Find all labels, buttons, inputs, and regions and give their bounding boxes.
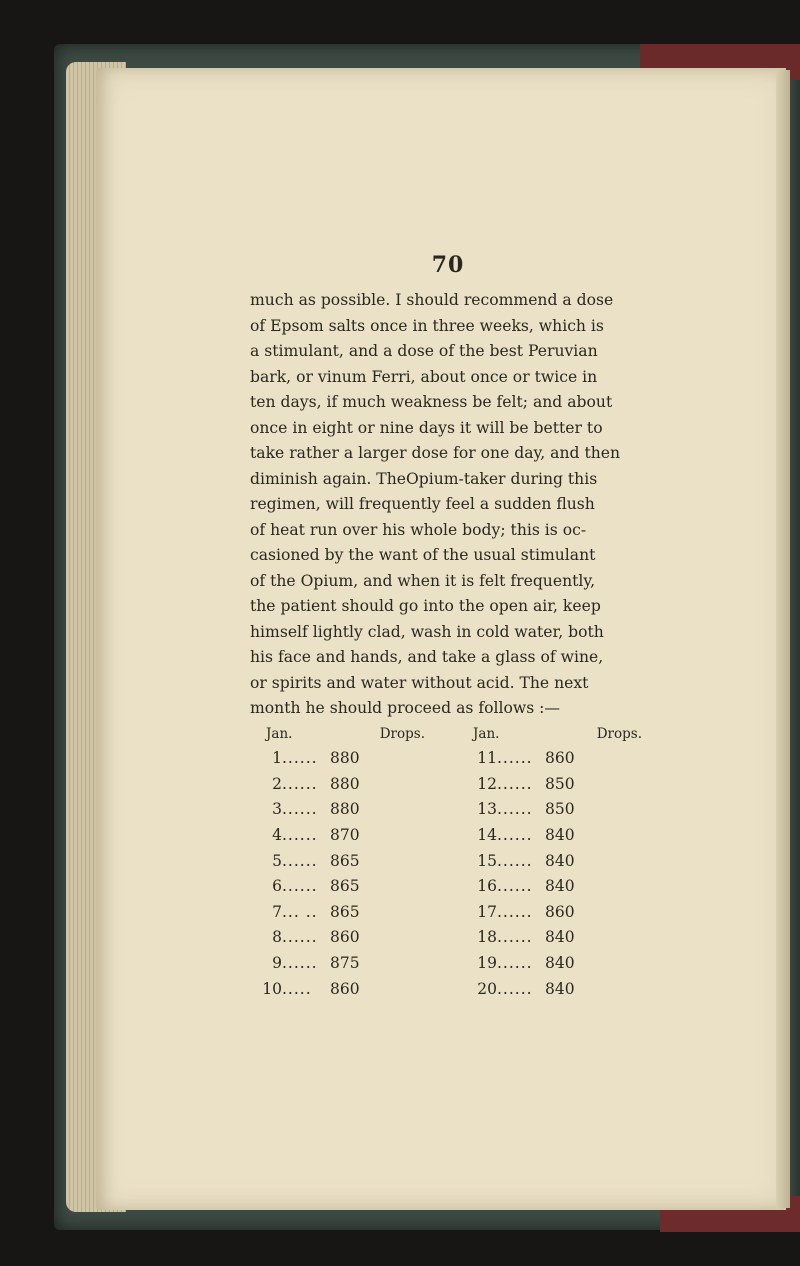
text-line: ten days, if much weakness be felt; and about	[250, 393, 613, 411]
day-cell: 16	[477, 877, 497, 896]
table-row	[471, 950, 642, 976]
table-row	[256, 976, 425, 1002]
drops-cell: 875	[330, 954, 360, 973]
day-cell: 18	[477, 928, 497, 947]
leader-dots: ......	[497, 851, 533, 870]
leader-dots: ......	[282, 851, 318, 870]
leader-dots: ......	[282, 928, 318, 947]
drops-cell: 865	[330, 851, 360, 870]
leader-dots: ......	[497, 749, 533, 768]
drops-cell: 840	[545, 851, 575, 870]
day-cell: 2	[272, 774, 282, 793]
day-cell: 9	[272, 954, 282, 973]
text-line: month he should proceed as follows :—	[250, 699, 561, 717]
body-paragraph	[250, 288, 646, 722]
day-cell: 17	[477, 902, 497, 921]
drops-cell: 860	[330, 928, 360, 947]
leader-dots: ......	[497, 877, 533, 896]
page-number: 70	[431, 252, 465, 278]
table-row	[471, 873, 642, 899]
day-cell: 11	[477, 749, 497, 768]
table-row	[256, 925, 425, 951]
column-header	[256, 726, 425, 742]
leader-dots: .....	[282, 979, 312, 998]
day-cell: 7	[272, 902, 282, 921]
table-row	[256, 848, 425, 874]
table-row	[256, 950, 425, 976]
text-line: take rather a larger dose for one day, and then	[250, 444, 621, 462]
table-row	[471, 771, 642, 797]
table-row	[471, 925, 642, 951]
day-cell: 14	[477, 826, 497, 845]
text-line: his face and hands, and take a glass of wine,	[250, 648, 604, 666]
leader-dots: ......	[282, 826, 318, 845]
drops-cell: 860	[545, 749, 575, 768]
text-line: of the Opium, and when it is felt frequently,	[250, 571, 596, 590]
table-row	[471, 899, 642, 925]
table-row	[256, 873, 425, 899]
drops-cell: 880	[330, 800, 360, 819]
day-cell: 5	[272, 851, 282, 870]
header-drops: Drops.	[596, 725, 642, 742]
text-line: of Epsom salts once in three weeks, which is	[250, 316, 604, 335]
day-cell: 6	[272, 877, 282, 896]
day-cell: 8	[272, 928, 282, 947]
leader-dots: ......	[282, 877, 318, 896]
drops-cell: 865	[330, 877, 360, 896]
drops-cell: 865	[330, 902, 360, 921]
text-line: a stimulant, and a dose of the best Peruvian	[250, 342, 598, 360]
text-line: of heat run over his whole body; this is oc-	[250, 520, 587, 539]
drops-cell: 850	[545, 774, 575, 793]
leader-dots: ......	[282, 749, 318, 768]
text-line: or spirits and water without acid. The next	[250, 673, 589, 692]
table-row	[256, 746, 425, 772]
text-line: much as possible. I should recommend a dose	[250, 291, 614, 309]
table-row	[471, 976, 642, 1002]
drops-cell: 880	[330, 774, 360, 793]
day-cell: 4	[272, 826, 282, 845]
drops-cell: 880	[330, 749, 360, 768]
text-line: regimen, will frequently feel a sudden flush	[250, 495, 595, 513]
drops-cell: 840	[545, 877, 575, 896]
leader-dots: ......	[282, 954, 318, 973]
leader-dots: ... ..	[282, 902, 318, 921]
table-row	[256, 771, 425, 797]
drops-cell: 870	[330, 826, 360, 845]
text-line: the patient should go into the open air, keep	[250, 597, 601, 615]
text-line: casioned by the want of the usual stimulant	[250, 546, 596, 564]
table-row	[471, 822, 642, 848]
table-row	[256, 899, 425, 925]
dosage-column-right	[471, 726, 646, 1002]
day-cell: 12	[477, 774, 497, 793]
leader-dots: ......	[497, 928, 533, 947]
day-cell: 10	[262, 979, 282, 998]
table-row	[256, 822, 425, 848]
day-cell: 15	[477, 851, 497, 870]
column-header	[471, 726, 642, 742]
table-row	[256, 797, 425, 823]
day-cell: 19	[477, 954, 497, 973]
leader-dots: ......	[282, 800, 318, 819]
drops-cell: 860	[545, 902, 575, 921]
drops-cell: 860	[330, 979, 360, 998]
day-cell: 3	[272, 800, 282, 819]
dosage-column-left	[250, 726, 425, 1002]
table-row	[471, 848, 642, 874]
text-line: diminish again. TheOpium-taker during this	[250, 469, 598, 488]
drops-cell: 840	[545, 979, 575, 998]
leader-dots: ......	[497, 826, 533, 845]
leader-dots: ......	[497, 774, 533, 793]
leader-dots: ......	[497, 954, 533, 973]
drops-cell: 850	[545, 800, 575, 819]
table-row	[471, 797, 642, 823]
header-month: Jan.	[473, 725, 500, 742]
header-drops: Drops.	[379, 725, 425, 742]
text-line: bark, or vinum Ferri, about once or twice in	[250, 367, 598, 386]
text-line: once in eight or nine days it will be better to	[250, 418, 603, 437]
drops-cell: 840	[545, 826, 575, 845]
drops-cell: 840	[545, 954, 575, 973]
header-month: Jan.	[266, 725, 293, 742]
page-text-block	[250, 252, 646, 1001]
leader-dots: ......	[497, 800, 533, 819]
page-right-edge	[776, 70, 790, 1208]
leader-dots: ......	[497, 979, 533, 998]
table-row	[471, 746, 642, 772]
dosage-table	[250, 726, 646, 1002]
leader-dots: ......	[497, 902, 533, 921]
text-line: himself lightly clad, wash in cold water, both	[250, 622, 604, 641]
day-cell: 1	[272, 749, 282, 768]
day-cell: 20	[477, 979, 497, 998]
leader-dots: ......	[282, 774, 318, 793]
drops-cell: 840	[545, 928, 575, 947]
day-cell: 13	[477, 800, 497, 819]
